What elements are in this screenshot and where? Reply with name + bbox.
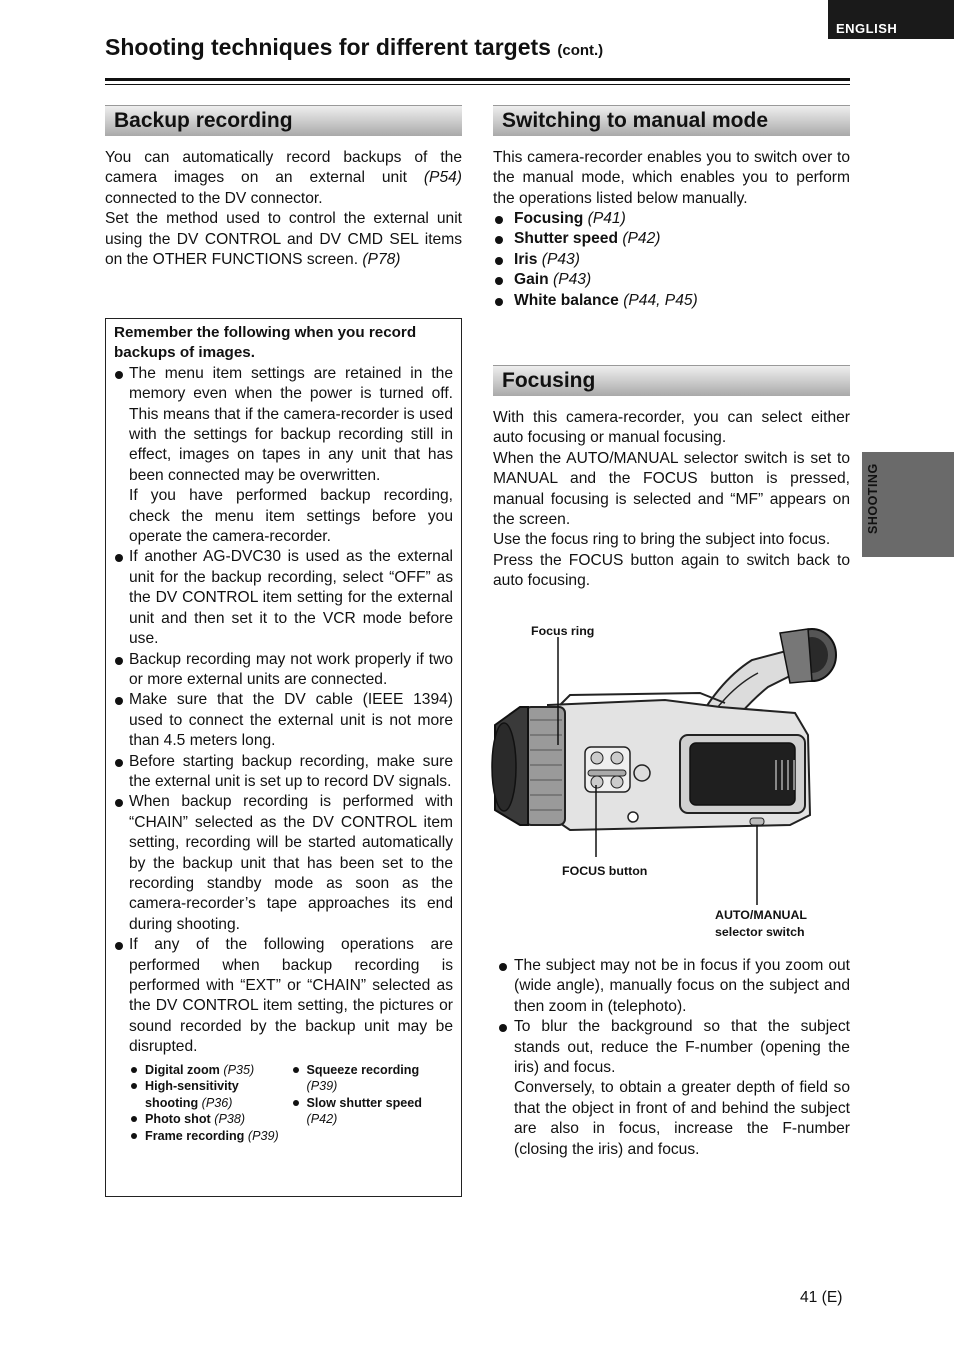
page-title-suffix: (cont.) [557, 42, 604, 59]
manual-intro [493, 148, 850, 209]
backup-p2-ref: (P78) [362, 251, 401, 269]
tip-text-extra: Conversely, to obtain a greater depth of field so that the object in front of and behind the subject are also in focus, increase the F-number (closing the iris) and focus. [514, 1079, 850, 1158]
backup-paragraph-1 [105, 148, 462, 209]
callout-focus-button: FOCUS button [562, 864, 648, 878]
section-heading-backup [105, 105, 462, 136]
operation-item: Slow shutter speed (P42) [292, 1095, 454, 1128]
title-rule-thin [105, 84, 850, 85]
manual-item: White balance (P44, P45) [493, 291, 850, 311]
title-rule-thick [105, 78, 850, 81]
tip-text: The subject may not be in focus if you zoom out (wide angle), manually focus on the subject and then zoom in (telephoto). [514, 957, 850, 1015]
focusing-tips [493, 956, 850, 1160]
side-tab-label: SHOOTING [866, 463, 880, 534]
section-side-tab [862, 452, 954, 557]
operations-column-left [130, 1062, 292, 1145]
operation-item: Frame recording (P39) [130, 1128, 292, 1145]
manual-item: Shutter speed (P42) [493, 229, 850, 249]
manual-heading-text: Switching to manual mode [502, 109, 769, 132]
callout-focus-ring: Focus ring [531, 624, 595, 638]
note-item [114, 935, 453, 1057]
backup-p1-text: You can automatically record backups of the camera images on an external unit [105, 149, 462, 187]
manual-item: Gain (P43) [493, 270, 850, 290]
note-text: Before starting backup recording, make sure the external unit is set up to record DV signals. [129, 752, 453, 790]
note-item [114, 792, 453, 935]
note-text: Backup recording may not work properly if two or more external units are connected. [129, 650, 453, 688]
note-item [114, 364, 453, 548]
focusing-paragraph: Press the FOCUS button again to switch back to auto focusing. [493, 551, 850, 590]
note-text: When backup recording is performed with “CHAIN” selected as the DV CONTROL item setting, recording will be started automatically by the backup unit that has been set to the recording standby mode as soon as the camera-recorder’s tape approaches its end during shooting. [129, 793, 453, 933]
focusing-paragraph: When the AUTO/MANUAL selector switch is set to MANUAL and the FOCUS button is pressed, manual focusing is selected and “MF” appears on the screen. [493, 449, 850, 529]
note-item [114, 752, 453, 793]
note-text: If any of the following operations are performed when backup recording is performed with “EXT” or “CHAIN” selected as the DV CONTROL item setting, the pictures or sound recorded by the backup unit may be disrupted. [129, 936, 453, 1056]
focusing-heading-text: Focusing [502, 369, 596, 392]
page-title [105, 34, 603, 61]
backup-p1-end: connected to the DV connector. [105, 189, 323, 207]
backup-p1-ref: (P54) [423, 169, 462, 187]
backup-intro [105, 148, 462, 270]
manual-intro-text: This camera-recorder enables you to switch over to the manual mode, which enables you to perform the operations listed below manually. [493, 149, 850, 207]
backup-notes-box [105, 318, 462, 1197]
note-text: If another AG-DVC30 is used as the external unit for the backup recording, select “OFF” as the DV CONTROL item setting for the external unit and then set it to the VCR mode before use. [129, 548, 453, 648]
page-number: 41 (E) [800, 1289, 843, 1306]
focusing-paragraph: Use the focus ring to bring the subject into focus. [493, 531, 831, 549]
backup-p2-text: Set the method used to control the external unit using the DV CONTROL and DV CMD SEL items on the OTHER FUNCTIONS screen. [105, 210, 462, 269]
page-title-text: Shooting techniques for different targets [105, 34, 551, 60]
operation-item: Photo shot (P38) [130, 1111, 292, 1128]
note-text: The menu item settings are retained in the memory even when the power is turned off. This means that if the camera-recorder is used with the settings for backup recording still in effect, images on tapes in any unit that has been connected may be overwritten. [129, 364, 453, 484]
note-item [114, 547, 453, 649]
manual-operations-list [493, 209, 850, 311]
note-item [114, 650, 453, 691]
camera-illustration [490, 625, 850, 910]
operation-item: Squeeze recording (P39) [292, 1062, 454, 1095]
note-item [114, 690, 453, 751]
note-text-extra: If you have performed backup recording, check the menu item settings before you operate the camera-recorder. [129, 487, 453, 546]
language-label: ENGLISH [836, 21, 898, 36]
section-heading-focusing [493, 365, 850, 396]
operations-list [130, 1062, 453, 1145]
manual-item: Focusing (P41) [493, 209, 850, 229]
tip-text: To blur the background so that the subject stands out, reduce the F-number (opening the iris) and focus. [514, 1018, 850, 1077]
backup-paragraph-2 [105, 209, 462, 270]
callout-auto-manual-line2: selector switch [715, 925, 805, 939]
language-tab [828, 0, 954, 39]
manual-item: Iris (P43) [493, 250, 850, 270]
operation-item: High-sensitivity shooting (P36) [130, 1078, 292, 1111]
note-text: Make sure that the DV cable (IEEE 1394) used to connect the external unit is not more than 4.5 meters long. [129, 691, 453, 750]
backup-heading-text: Backup recording [114, 109, 293, 132]
callout-auto-manual-line1: AUTO/MANUAL [715, 908, 808, 922]
tip-item [493, 956, 850, 1017]
operations-column-right [292, 1062, 454, 1145]
section-heading-manual [493, 105, 850, 136]
notes-title: Remember the following when you record backups of images. [114, 324, 417, 362]
focusing-paragraph: With this camera-recorder, you can select either auto focusing or manual focusing. [493, 409, 850, 447]
callout-auto-manual [715, 907, 807, 941]
tip-item [493, 1017, 850, 1160]
focusing-text [493, 408, 850, 592]
operation-item: Digital zoom (P35) [130, 1062, 292, 1079]
notes-list [114, 364, 453, 1058]
